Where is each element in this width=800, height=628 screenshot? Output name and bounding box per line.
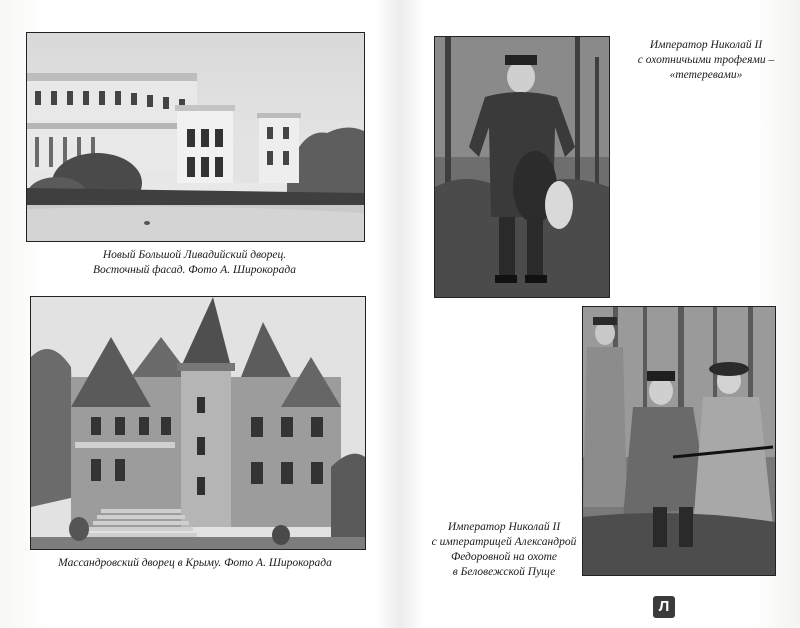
massandra-caption-line: Массандровский дворец в Крыму. Фото А. Широкорада [58, 557, 332, 569]
nicholas-trophies-image [435, 37, 609, 297]
hunt-caption-line-1: Император Николай II [447, 521, 561, 533]
publisher-logo: Л [653, 596, 675, 618]
nicholas-caption-line-1: Император Николай II [649, 39, 763, 51]
belovezhskaya-hunt-caption [430, 520, 578, 580]
livadia-palace-photo [26, 32, 365, 242]
livadia-caption-line-1: Новый Большой Ливадийский дворец. [102, 249, 287, 261]
nicholas-trophies-photo [434, 36, 610, 298]
livadia-palace-image [27, 33, 364, 241]
nicholas-caption-line-3: «тетеревами» [669, 69, 743, 81]
belovezhskaya-hunt-photo [582, 306, 776, 576]
nicholas-caption-line-2: с охотничьими трофеями – [637, 54, 775, 66]
massandra-palace-photo [30, 296, 366, 550]
livadia-palace-caption [26, 248, 363, 278]
hunt-caption-line-2: с императрицей Александрой [431, 536, 577, 548]
massandra-palace-caption [20, 556, 370, 571]
massandra-palace-image [31, 297, 365, 549]
hunt-caption-line-3: Федоровной на охоте [450, 551, 558, 563]
nicholas-trophies-caption [616, 38, 796, 83]
hunt-caption-line-4: в Беловежской Пуще [452, 566, 556, 578]
belovezhskaya-hunt-image [583, 307, 775, 575]
livadia-caption-line-2: Восточный фасад. Фото А. Широкорада [93, 264, 296, 276]
